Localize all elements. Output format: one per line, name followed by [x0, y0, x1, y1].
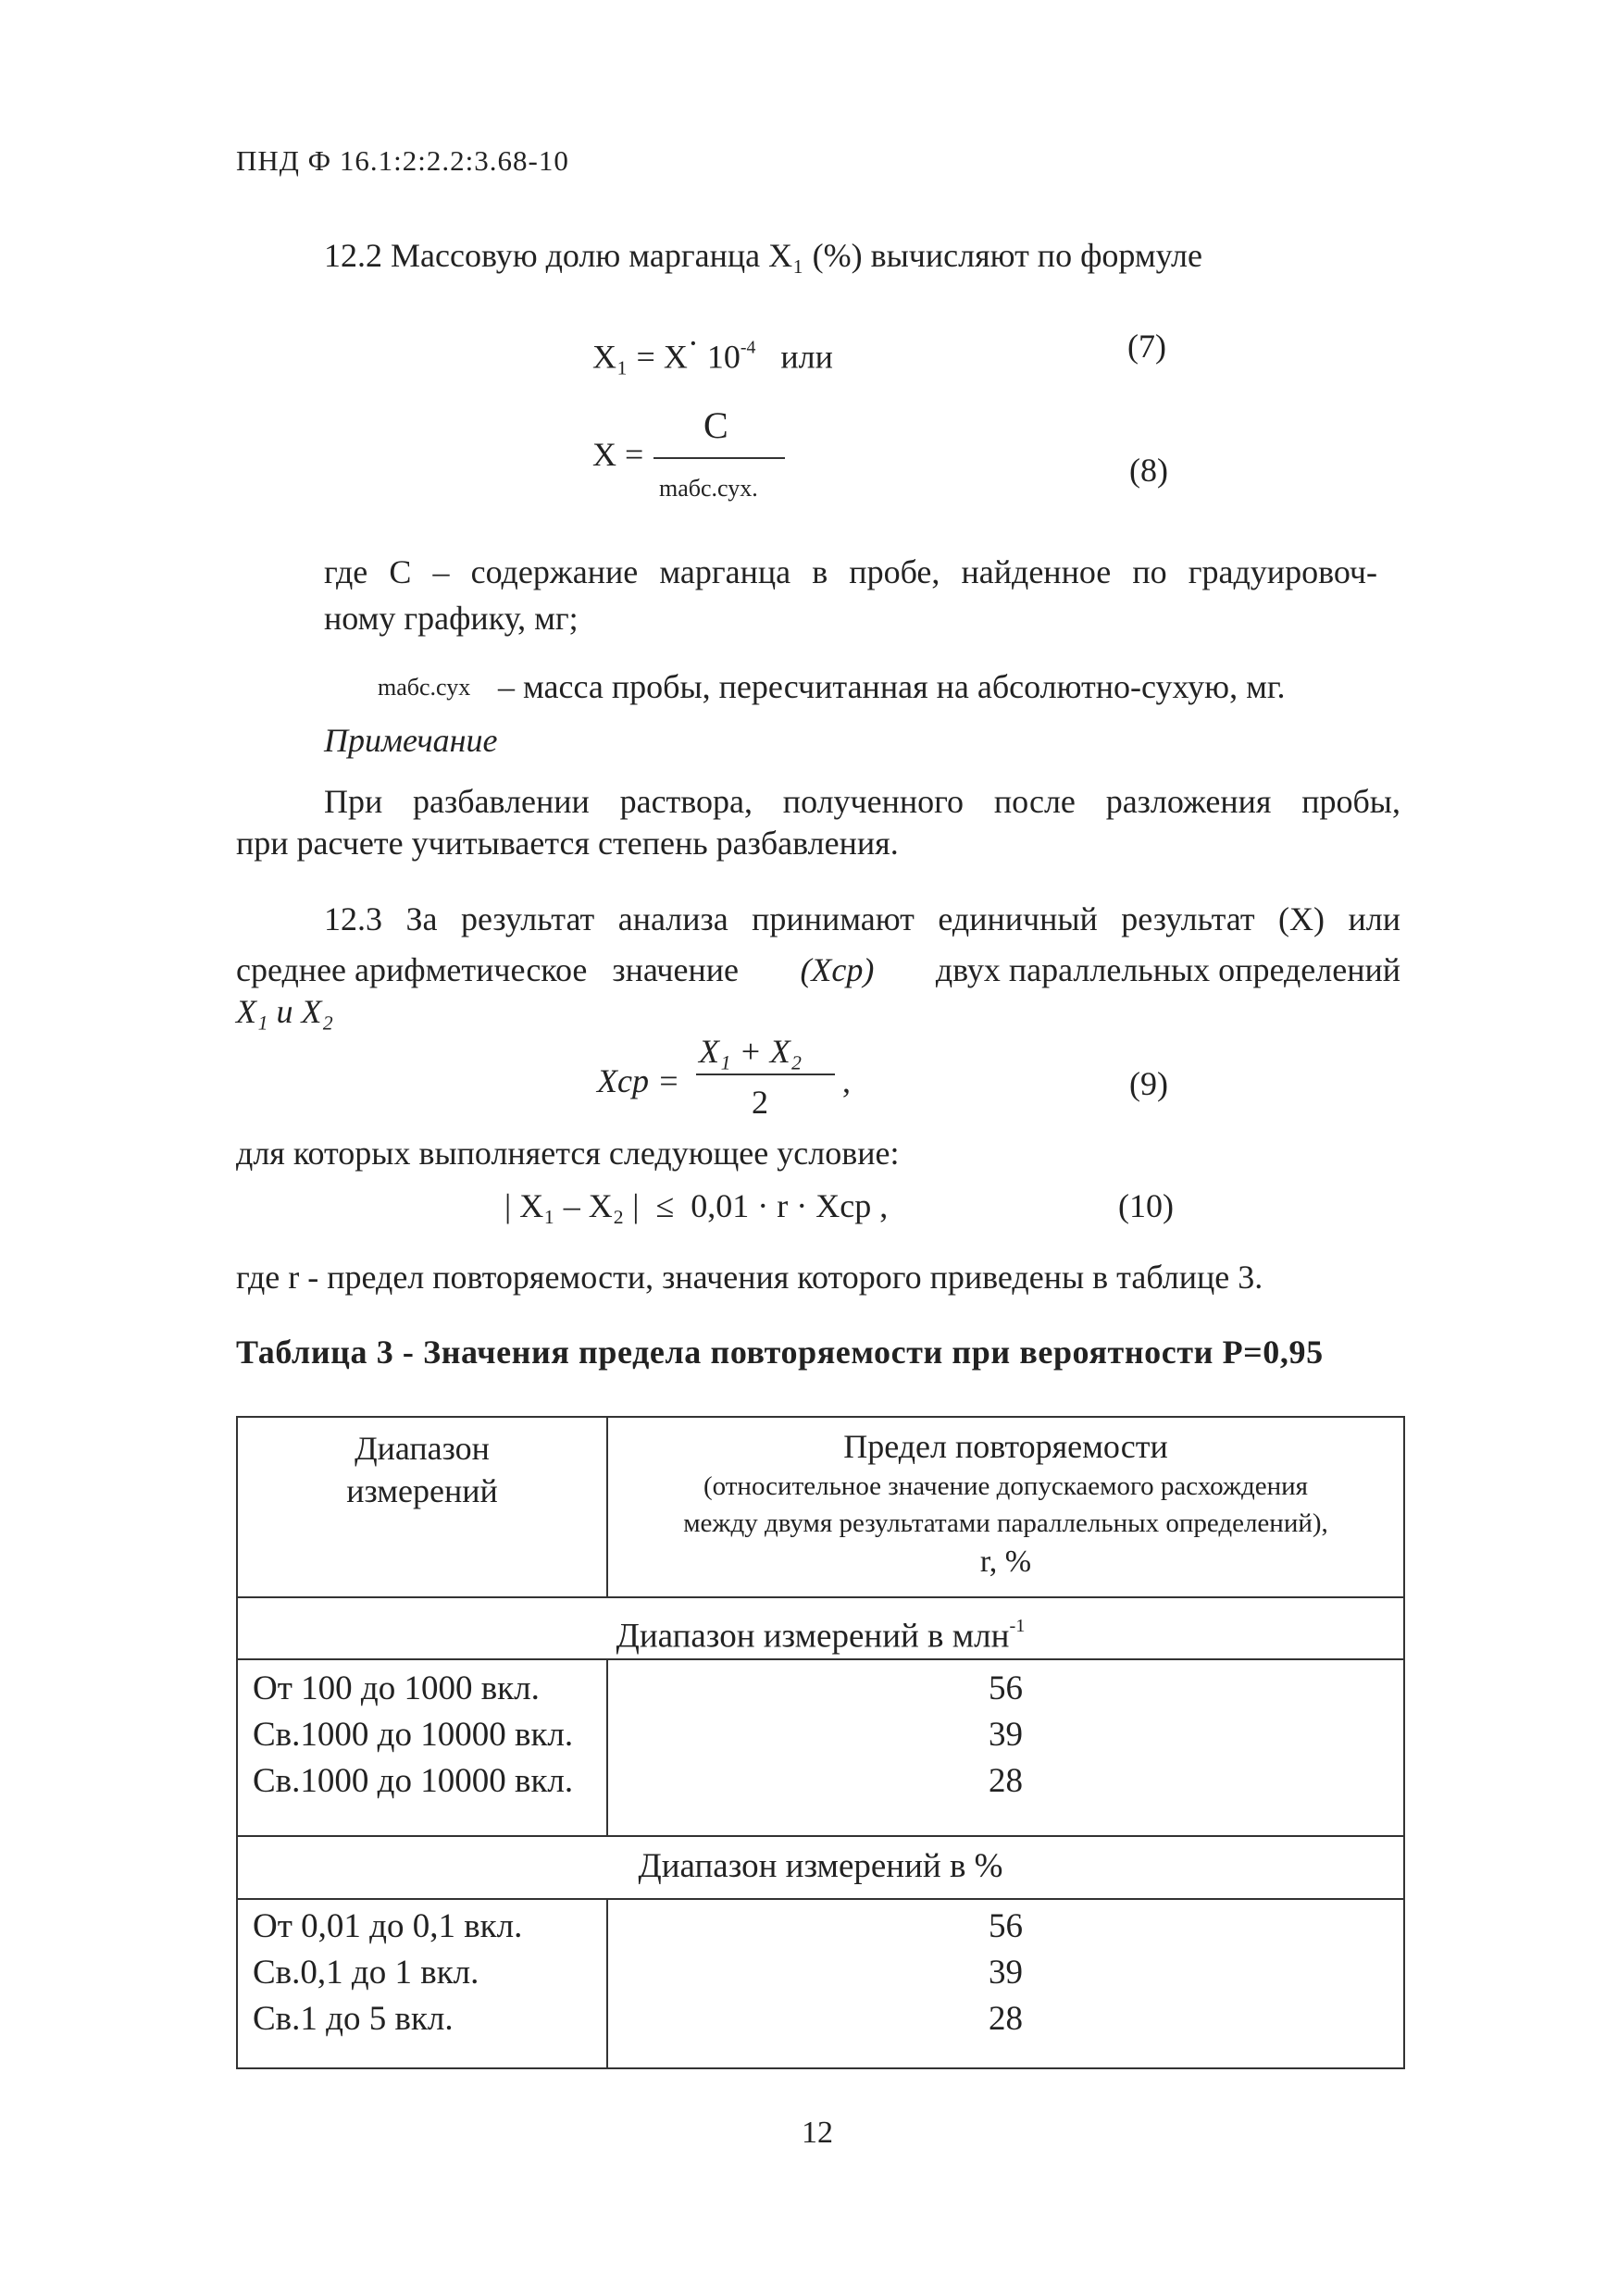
note-title: Примечание	[324, 722, 498, 759]
equation-9-number: (9)	[1129, 1065, 1168, 1102]
col2-header-line-2: (относительное значение допускаемого расхождения	[703, 1471, 1308, 1501]
col2-header-line-1: Предел повторяемости	[843, 1428, 1168, 1465]
eq8-lhs: X =	[592, 436, 644, 473]
group-1-value-2: 39	[989, 1716, 1023, 1754]
group-1-title	[238, 1603, 1403, 1659]
group-1-value-1: 56	[989, 1669, 1023, 1707]
group-2-range-2: Св.0,1 до 1 вкл.	[253, 1954, 479, 1992]
eq7-dot: ·	[687, 325, 699, 362]
eq8-fraction-line	[653, 457, 785, 459]
eq7-exp: -4	[740, 337, 756, 358]
group-1-range-3: Св.1000 до 10000 вкл.	[253, 1762, 574, 1800]
group-2-value-3: 28	[989, 2000, 1023, 2038]
eq8-denominator: mабс.сух.	[659, 475, 758, 502]
col1-header-line-1: Диапазон	[355, 1430, 490, 1467]
group-2-title: Диапазон измерений в %	[638, 1847, 1003, 1885]
where-m-symbol: mабс.сух	[378, 674, 471, 701]
eq7-lhs: X₁ = X	[592, 338, 688, 376]
eq9-denominator: 2	[752, 1084, 768, 1121]
eq9-numerator: X₁ + X₂	[699, 1033, 803, 1070]
col1-header-line-2: измерений	[346, 1472, 498, 1509]
section-12-3-line-2	[236, 953, 1400, 987]
eq9-comma: ,	[842, 1062, 851, 1099]
group-1-title-sup: -1	[1009, 1616, 1026, 1636]
group-1-range-1: От 100 до 1000 вкл.	[253, 1669, 540, 1707]
note-line-1: При разбавлении раствора, полученного после разложения пробы,	[324, 783, 1400, 820]
eq9-fraction-line	[696, 1074, 835, 1075]
col2-header	[608, 1425, 1403, 1582]
group-2-value-1: 56	[989, 1907, 1023, 1945]
document-code: ПНД Ф 16.1:2:2.2:3.68-10	[236, 144, 569, 177]
note-line-2: при расчете учитывается степень разбавления.	[236, 825, 899, 862]
equation-10-number: (10)	[1118, 1187, 1174, 1224]
group-2-value-2: 39	[989, 1954, 1023, 1992]
section-12-3-line-3: X₁ и X₂	[236, 993, 334, 1030]
where-m-text: – масса пробы, пересчитанная на абсолютно-сухую, мг.	[498, 668, 1286, 705]
page-number: 12	[802, 2116, 833, 2150]
section-12-3-line-1: 12.3 За результат анализа принимают единичный результат (X) или	[324, 900, 1400, 937]
col1-header	[238, 1427, 606, 1512]
group-1-title-text: Диапазон измерений в млн	[616, 1617, 1010, 1656]
table-3-caption: Таблица 3 - Значения предела повторяемости при вероятности P=0,95	[236, 1334, 1324, 1371]
eq7-word: или	[780, 338, 833, 376]
where-c-line-1: где C – содержание марганца в пробе, найденное по градуировоч-	[324, 553, 1377, 590]
group-1-title-bottom-line	[238, 1658, 1403, 1660]
group-2-title-bottom-line	[238, 1898, 1403, 1900]
eq9-lhs: Xср =	[597, 1062, 680, 1099]
equation-7	[592, 325, 833, 376]
group-1-range-2: Св.1000 до 10000 вкл.	[253, 1716, 574, 1754]
line2-xcp: (Xср)	[800, 951, 875, 988]
table-3	[236, 1416, 1405, 2069]
eq7-pow: 10	[706, 338, 741, 376]
where-c-line-2: ному графику, мг;	[324, 600, 579, 637]
line2-text-a: среднее арифметическое значение	[236, 951, 740, 988]
eq8-numerator: C	[703, 404, 728, 446]
header-bottom-line	[238, 1596, 1403, 1598]
equation-10: | X₁ – X₂ | ≤ 0,01 · r · Xср ,	[504, 1187, 889, 1224]
group-2-range-3: Св.1 до 5 вкл.	[253, 2000, 454, 2038]
line2-text-c: двух параллельных определений	[935, 951, 1400, 988]
where-r: где r - предел повторяемости, значения которого приведены в таблице 3.	[236, 1259, 1263, 1296]
group-1-value-3: 28	[989, 1762, 1023, 1800]
group-2-range-1: От 0,01 до 0,1 вкл.	[253, 1907, 523, 1945]
condition-intro: для которых выполняется следующее условие:	[236, 1135, 900, 1172]
section-12-2-intro: 12.2 Массовую долю марганца X₁ (%) вычисляют по формуле	[324, 237, 1202, 274]
col2-header-line-4: r, %	[979, 1545, 1032, 1579]
group-2-top-line	[238, 1835, 1403, 1837]
equation-7-number: (7)	[1127, 328, 1166, 365]
equation-8-number: (8)	[1129, 452, 1168, 489]
col2-header-line-3: между двумя результатами параллельных определений),	[683, 1508, 1328, 1538]
